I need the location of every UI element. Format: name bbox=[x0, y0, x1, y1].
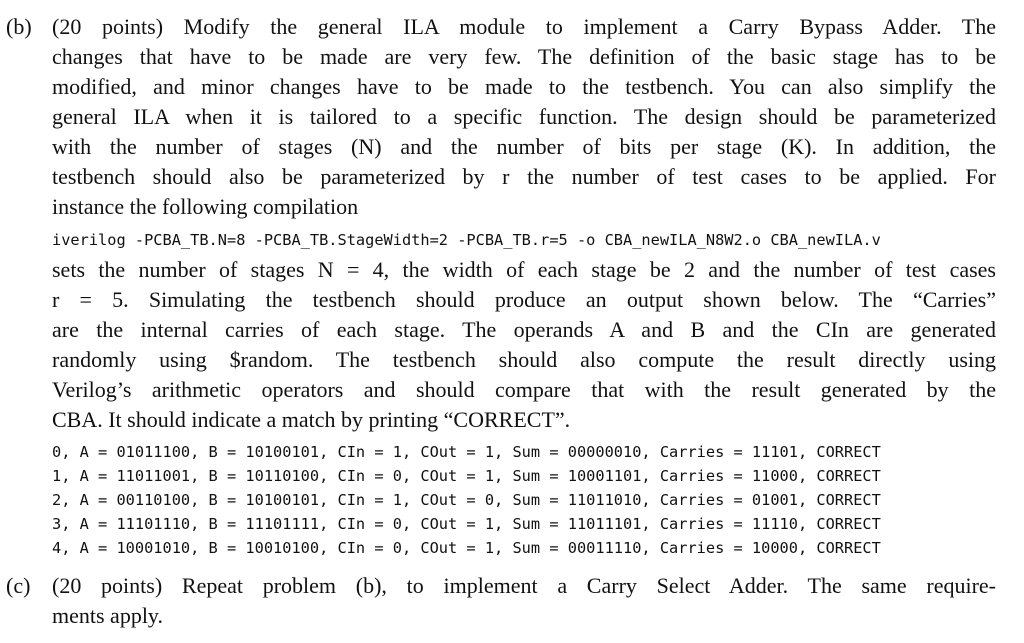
text-line: Verilog’s arithmetic operators and should compare that with the result generated by the bbox=[52, 377, 996, 402]
text-line: testbench should also be parameterized by r the number of test cases to be applied. For bbox=[52, 164, 996, 189]
text-line: modified, and minor changes have to be made to the testbench. You can also simplify the bbox=[52, 74, 996, 99]
simulation-output bbox=[52, 440, 992, 560]
text-line: randomly using $random. The testbench should also compute the result directly using bbox=[52, 347, 996, 372]
text-line: r = 5. Simulating the testbench should produce an output shown below. The “Carries” bbox=[52, 287, 996, 312]
text-line: (20 points) Repeat problem (b), to implement a Carry Select Adder. The same require- bbox=[52, 573, 996, 598]
part-c-label: (c) bbox=[6, 573, 31, 598]
output-row: 1, A = 11011001, B = 10110100, CIn = 0, COut = 1, Sum = 10001101, Carries = 11000, CORRECT bbox=[52, 467, 881, 485]
part-b-label: (b) bbox=[6, 14, 32, 39]
part-b-body bbox=[52, 255, 996, 435]
text-line: changes that have to be made are very few. The definition of the basic stage has to be bbox=[52, 44, 996, 69]
output-row: 3, A = 11101110, B = 11101111, CIn = 0, COut = 1, Sum = 11011101, Carries = 11110, CORRECT bbox=[52, 515, 881, 533]
compile-command: iverilog -PCBA_TB.N=8 -PCBA_TB.StageWidth=2 -PCBA_TB.r=5 -o CBA_newILA_N8W2.o CBA_newILA.v bbox=[52, 231, 881, 249]
text-line: instance the following compilation bbox=[52, 194, 359, 219]
text-line: with the number of stages (N) and the number of bits per stage (K). In addition, the bbox=[52, 134, 996, 159]
output-row: 4, A = 10001010, B = 10010100, CIn = 0, COut = 1, Sum = 00011110, Carries = 10000, CORRECT bbox=[52, 539, 881, 557]
text-line: CBA. It should indicate a match by printing “CORRECT”. bbox=[52, 407, 571, 432]
text-line: are the internal carries of each stage. The operands A and B and the CIn are generated bbox=[52, 317, 996, 342]
part-c-text bbox=[52, 571, 996, 631]
text-line: general ILA when it is tailored to a specific function. The design should be parameterized bbox=[52, 104, 996, 129]
text-line: (20 points) Modify the general ILA module to implement a Carry Bypass Adder. The bbox=[52, 14, 996, 39]
output-row: 2, A = 00110100, B = 10100101, CIn = 1, COut = 0, Sum = 11011010, Carries = 01001, CORRECT bbox=[52, 491, 881, 509]
text-line: ments apply. bbox=[52, 603, 163, 628]
part-b-intro bbox=[52, 12, 996, 222]
text-line: sets the number of stages N = 4, the width of each stage be 2 and the number of test cases bbox=[52, 257, 996, 282]
output-row: 0, A = 01011100, B = 10100101, CIn = 1, COut = 1, Sum = 00000010, Carries = 11101, CORRECT bbox=[52, 443, 881, 461]
